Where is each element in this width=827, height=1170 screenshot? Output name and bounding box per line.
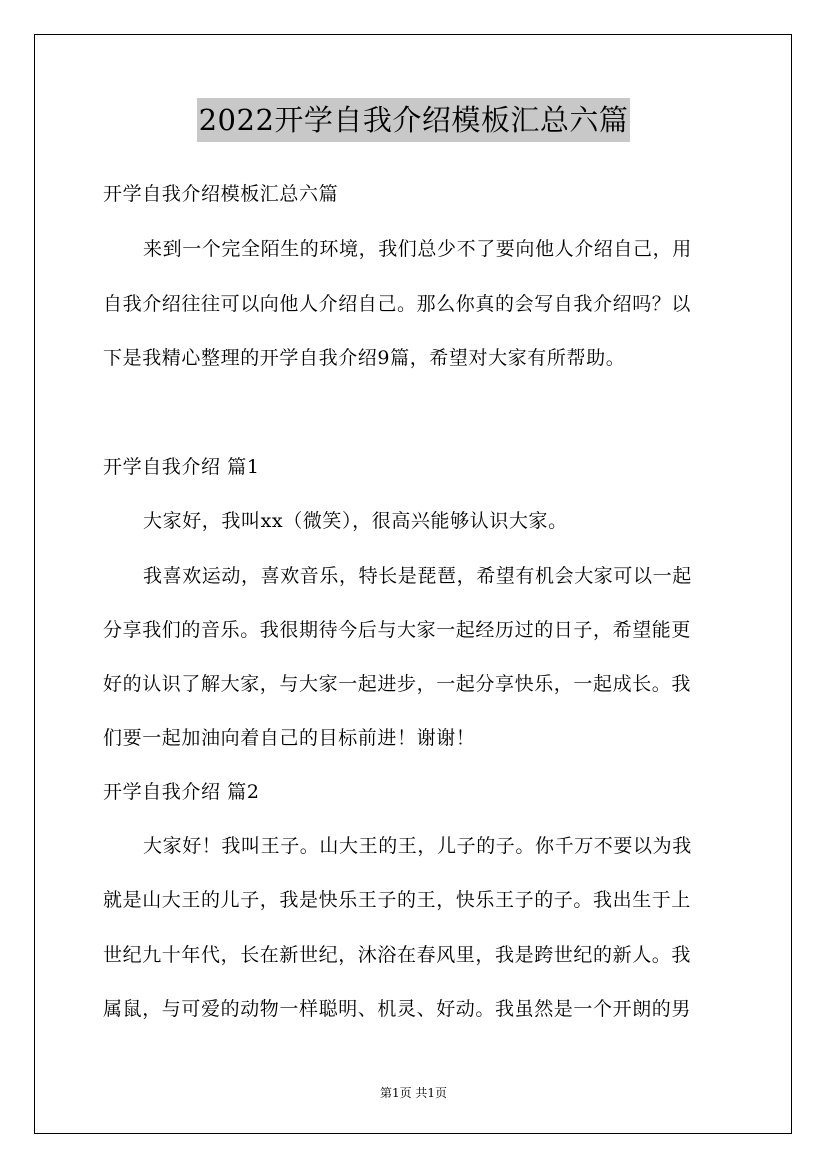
section2-para1-line-1: 大家好！我叫王子。山大王的王，儿子的子。你千万不要以为我 <box>143 835 692 857</box>
section2-para1-line-3: 世纪九十年代，长在新世纪，沐浴在春风里，我是跨世纪的新人。我 <box>103 944 692 966</box>
page-footer: 第1页 共1页 <box>379 1086 448 1100</box>
intro-line-2: 自我介绍往往可以向他人介绍自己。那么你真的会写自我介绍吗？以 <box>103 293 692 315</box>
section1-para2-line-2: 分享我们的音乐。我很期待今后与大家一起经历过的日子，希望能更 <box>103 619 692 641</box>
title-container <box>0 98 827 142</box>
intro-line-3: 下是我精心整理的开学自我介绍9篇，希望对大家有所帮助。 <box>103 347 626 369</box>
document-subtitle: 开学自我介绍模板汇总六篇 <box>103 183 339 205</box>
section2-para1-line-4: 属鼠，与可爱的动物一样聪明、机灵、好动。我虽然是一个开朗的男 <box>103 998 692 1020</box>
section2-para1-line-2: 就是山大王的儿子，我是快乐王子的王，快乐王子的子。我出生于上 <box>103 889 692 911</box>
section2-heading: 开学自我介绍 篇2 <box>103 781 260 803</box>
document-title: 2022开学自我介绍模板汇总六篇 <box>197 98 631 142</box>
section1-heading: 开学自我介绍 篇1 <box>103 456 260 478</box>
section1-para1: 大家好，我叫xx（微笑），很高兴能够认识大家。 <box>143 510 568 532</box>
intro-line-1: 来到一个完全陌生的环境，我们总少不了要向他人介绍自己，用 <box>143 238 692 260</box>
section1-para2-line-4: 们要一起加油向着自己的目标前进！谢谢！ <box>103 727 476 749</box>
section1-para2-line-3: 好的认识了解大家，与大家一起进步，一起分享快乐，一起成长。我 <box>103 673 692 695</box>
section1-para2-line-1: 我喜欢运动，喜欢音乐，特长是琵琶，希望有机会大家可以一起 <box>143 565 692 587</box>
